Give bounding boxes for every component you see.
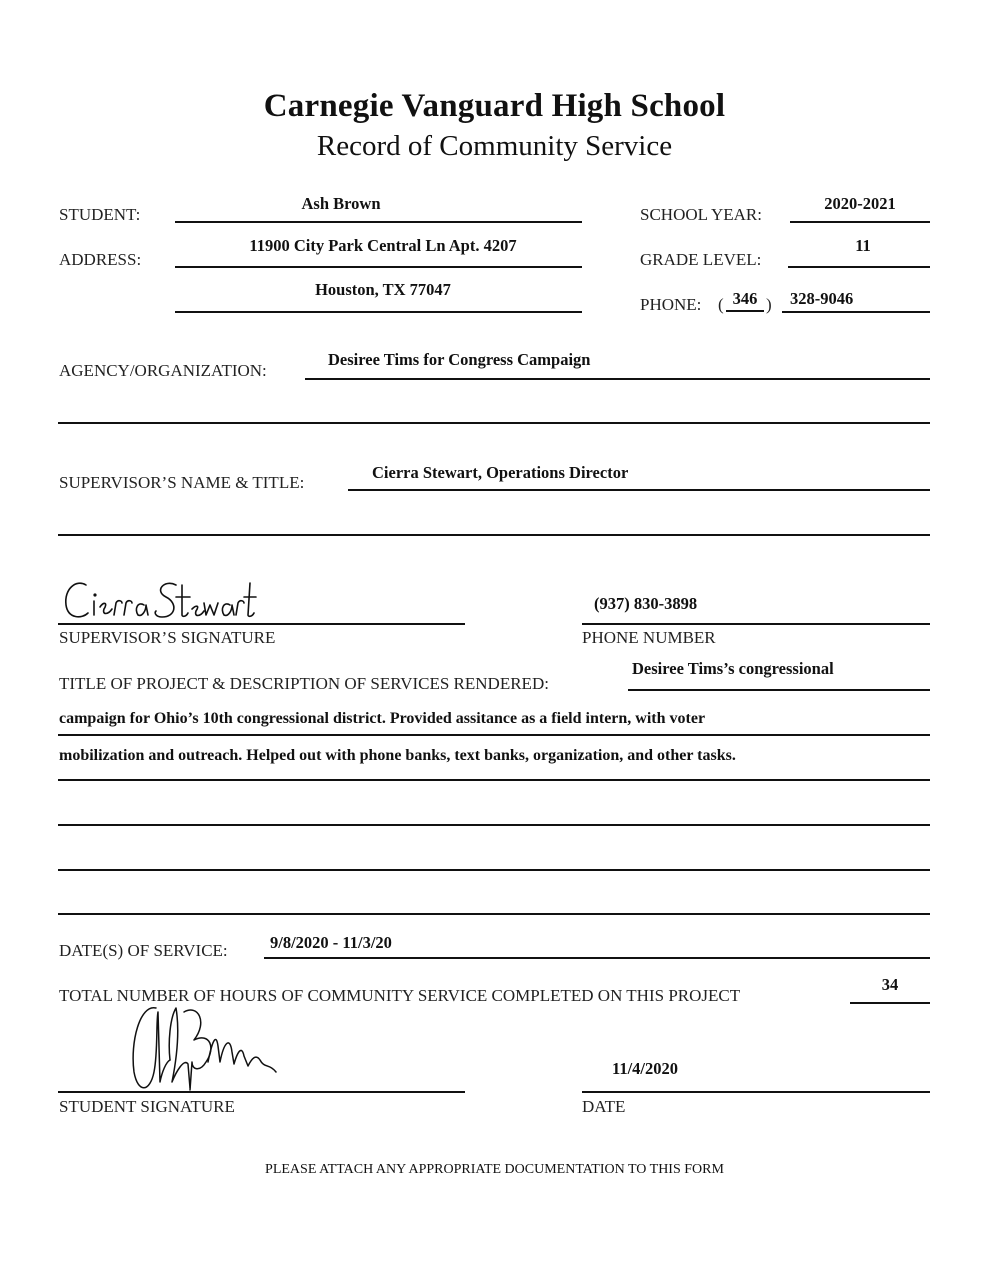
address-line2-value[interactable]: Houston, TX 77047: [315, 280, 451, 299]
address-label: ADDRESS:: [59, 250, 142, 269]
dates-label: DATE(S) OF SERVICE:: [59, 941, 228, 960]
project-line3-value[interactable]: mobilization and outreach. Helped out with phone banks, text banks, organization, and other tasks.: [59, 747, 736, 764]
supervisor-phone-value[interactable]: (937) 830-3898: [594, 594, 698, 613]
agency-field-line: [305, 378, 930, 380]
dates-value[interactable]: 9/8/2020 - 11/3/20: [270, 933, 392, 952]
phone-area-code-value[interactable]: 346: [732, 289, 758, 308]
address-line1-field-line: [175, 266, 582, 268]
school-name: Carnegie Vanguard High School: [263, 88, 726, 124]
school-year-label: SCHOOL YEAR:: [640, 205, 762, 224]
supervisor-field-line: [348, 489, 930, 491]
phone-close-paren: ): [766, 295, 772, 314]
student-signature-label: STUDENT SIGNATURE: [59, 1097, 235, 1116]
supervisor-phone-line: [582, 623, 930, 625]
project-line2-value[interactable]: campaign for Ohio’s 10th congressional district. Provided assitance as a field intern, with voter: [59, 710, 706, 727]
project-blank-line-1: [58, 824, 930, 826]
supervisor-extra-line: [58, 534, 930, 536]
student-signature-line: [58, 1091, 465, 1093]
project-blank-line-3: [58, 913, 930, 915]
school-year-field-line: [790, 221, 930, 223]
agency-extra-line: [58, 422, 930, 424]
form-title: Record of Community Service: [316, 130, 673, 162]
hours-field-line: [850, 1002, 930, 1004]
supervisor-signature-image: [58, 575, 258, 625]
signed-date-line: [582, 1091, 930, 1093]
dates-field-line: [264, 957, 930, 959]
hours-value[interactable]: 34: [881, 975, 899, 994]
signed-date-value[interactable]: 11/4/2020: [612, 1059, 679, 1078]
phone-number-value[interactable]: 328-9046: [790, 289, 854, 308]
address-line1-value[interactable]: 11900 City Park Central Ln Apt. 4207: [249, 236, 517, 255]
phone-area-code-line: [726, 310, 764, 312]
project-line3-field-line: [58, 779, 930, 781]
grade-level-value[interactable]: 11: [855, 236, 871, 255]
hours-label: TOTAL NUMBER OF HOURS OF COMMUNITY SERVICE COMPLETED ON THIS PROJECT: [59, 986, 741, 1005]
project-line2-field-line: [58, 734, 930, 736]
student-field-line: [175, 221, 582, 223]
phone-open-paren: (: [718, 295, 724, 314]
supervisor-label: SUPERVISOR’S NAME & TITLE:: [59, 473, 305, 492]
supervisor-value[interactable]: Cierra Stewart, Operations Director: [372, 463, 629, 482]
supervisor-signature-line: [58, 623, 465, 625]
project-label: TITLE OF PROJECT & DESCRIPTION OF SERVICES RENDERED:: [59, 674, 549, 693]
agency-label: AGENCY/ORGANIZATION:: [59, 361, 267, 380]
phone-label: PHONE:: [640, 295, 702, 314]
footer-note: PLEASE ATTACH ANY APPROPRIATE DOCUMENTATION TO THIS FORM: [265, 1162, 724, 1177]
school-year-value[interactable]: 2020-2021: [824, 194, 896, 213]
phone-number-field-line: [782, 311, 930, 313]
address-line2-field-line: [175, 311, 582, 313]
student-value[interactable]: Ash Brown: [301, 194, 381, 213]
supervisor-signature-label: SUPERVISOR’S SIGNATURE: [59, 628, 276, 647]
agency-value[interactable]: Desiree Tims for Congress Campaign: [328, 350, 591, 369]
student-label: STUDENT:: [59, 205, 141, 224]
grade-level-field-line: [788, 266, 930, 268]
signed-date-label: DATE: [582, 1097, 626, 1116]
grade-level-label: GRADE LEVEL:: [640, 250, 762, 269]
project-line1-value[interactable]: Desiree Tims’s congressional: [632, 659, 834, 678]
student-signature-image: [120, 1002, 330, 1097]
project-blank-line-2: [58, 869, 930, 871]
supervisor-phone-label: PHONE NUMBER: [582, 628, 716, 647]
project-line1-field-line: [628, 689, 930, 691]
